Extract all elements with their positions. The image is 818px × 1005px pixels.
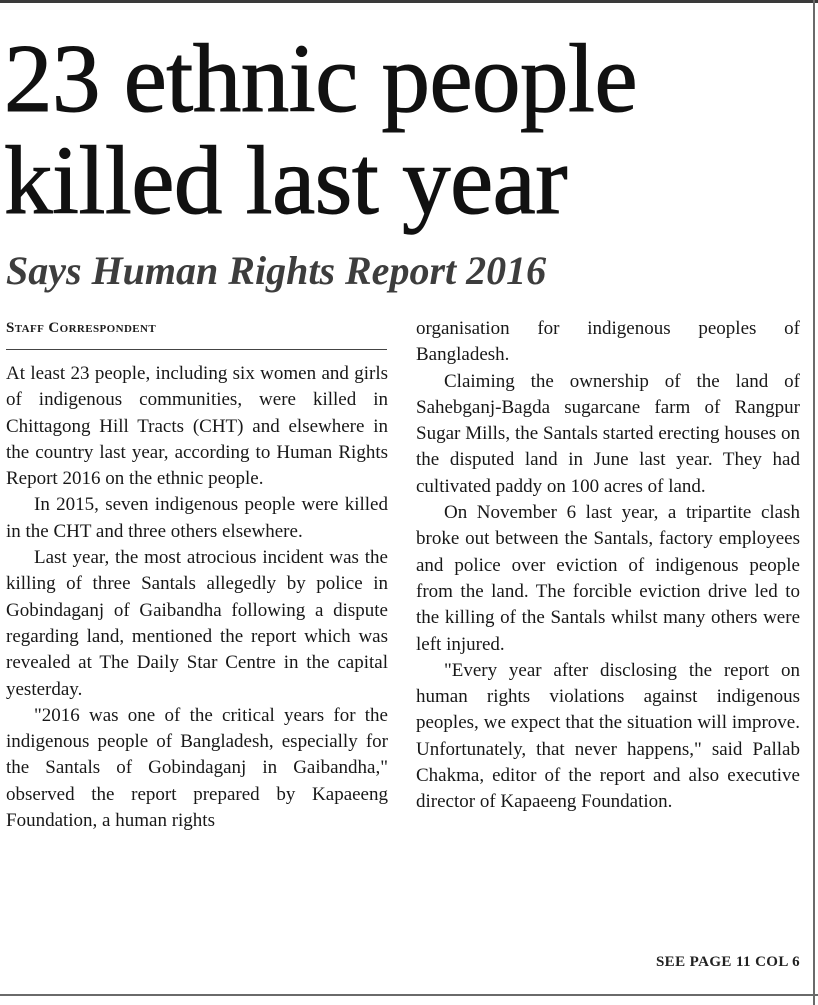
paragraph-7: "Every year after disclosing the report on human rights violations against indigenous peoples, we expect that the situation will improve. Unfortunately, that never happens," said Pallab Chakma, editor of the report and also executive director of Kapaeeng Foundation.	[416, 659, 800, 813]
paragraph-6: On November 6 last year, a tripartite clash broke out between the Santals, factory employees and police over eviction of indigenous people from the land. The forcible eviction drive led to the killing of the Santals whilst many others were left injured.	[416, 502, 800, 655]
headline	[4, 25, 804, 234]
byline-rule	[6, 349, 387, 350]
bottom-rule	[0, 994, 818, 996]
headline-line-1: 23 ethnic people	[4, 25, 638, 132]
headline-line-2: killed last year	[4, 127, 568, 234]
paragraph-1: At least 23 people, including six women and girls of indigenous communities, were killed in Chittagong Hill Tracts (CHT) and elsewhere in the country last year, according to Human Rights Report 2016 on the ethnic people.	[6, 363, 388, 490]
continued-on-page-note: SEE PAGE 11 COL 6	[655, 954, 800, 970]
paragraph-2: In 2015, seven indigenous people were killed in the CHT and three others elsewhere.	[6, 494, 388, 542]
paragraph-4-continued: organisation for indigenous peoples of Bangladesh.	[416, 318, 800, 366]
article-column-right	[416, 316, 800, 816]
paragraph-4: "2016 was one of the critical years for the indigenous people of Bangladesh, especially for the Santals of Gobindaganj in Gaibandha," observed the report prepared by Kapaeeng Foundation, a human rights	[6, 704, 388, 832]
subheadline: Says Human Rights Report 2016	[6, 248, 547, 293]
right-column-rule	[813, 0, 815, 1005]
article-column-left	[6, 361, 388, 834]
byline: Staff Correspondent	[6, 320, 157, 336]
top-rule	[0, 0, 818, 3]
paragraph-3: Last year, the most atrocious incident was the killing of three Santals allegedly by police in Gobindaganj of Gaibandha following a dispute regarding land, mentioned the report which was revealed at The Daily Star Centre in the capital yesterday.	[6, 547, 388, 700]
paragraph-5: Claiming the ownership of the land of Sahebganj-Bagda sugarcane farm of Rangpur Sugar Mills, the Santals started erecting houses on the disputed land in June last year. They had cultivated paddy on 100 acres of land.	[416, 370, 800, 497]
